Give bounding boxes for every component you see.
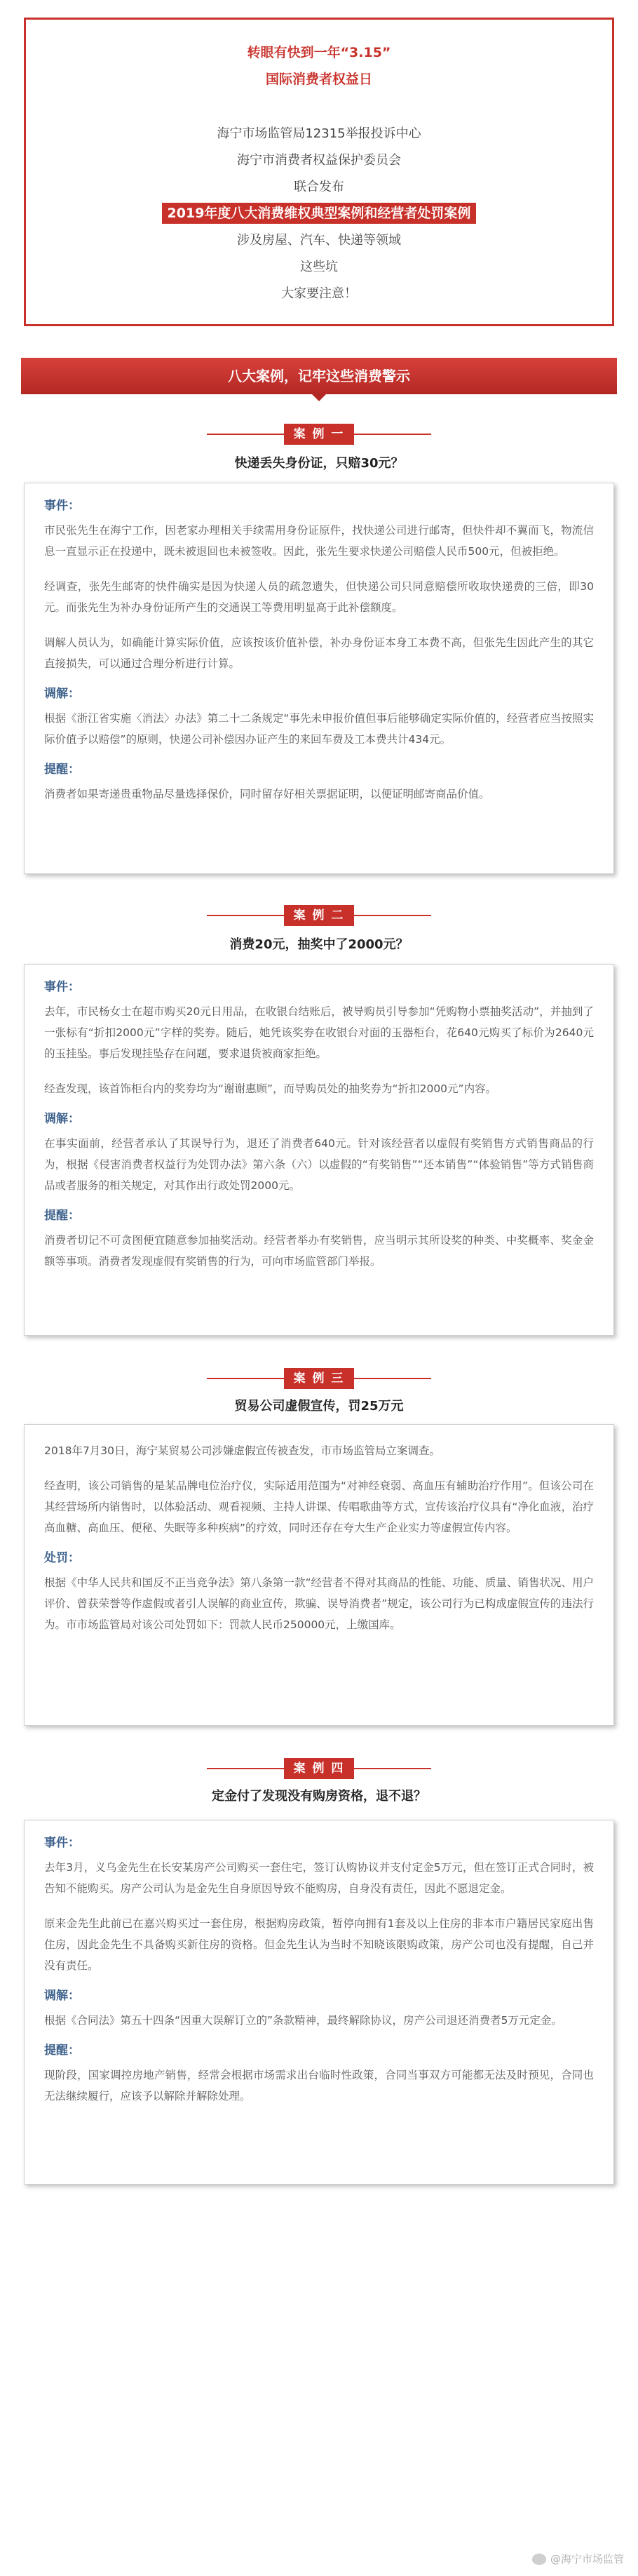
case-2-label-mediation: 调解： — [44, 1112, 80, 1126]
case-4-label-mediation: 调解： — [44, 1989, 80, 2003]
intro-headline-1: 转眼有快到一年“3.15” — [247, 45, 391, 60]
case-1-event-para-1: 市民张先生在海宁工作，因老家办理相关手续需用身份证原件，找快递公司进行邮寄，但快件却不翼而飞，物流信息一直显示正在投递中，既未被退回也未被签收。因此，张先生要求快递公司赔偿人民币500元，但被拒绝。 — [44, 524, 594, 558]
case-2-event-para-1: 去年，市民杨女士在超市购买20元日用品，在收银台结账后，被导购员引导参加“凭购物小票抽奖活动”，并抽到了一张标有“折扣2000元”字样的奖券。随后，她凭该奖券在收银台对面的玉器柜台，花640元购买了标价为2640元的玉挂坠。事后发现挂坠存在问题，要求退货被商家拒绝。 — [44, 1005, 594, 1060]
case-2-tag: 案 例 二 — [284, 905, 354, 926]
case-1-event-para-3: 调解人员认为，如确能计算实际价值，应该按该价值补偿，补办身份证本身工本费不高，但张先生因此产生的其它直接损失，可以通过合理分析进行计算。 — [44, 636, 594, 670]
watermark-text: @海宁市场监管 — [550, 2553, 624, 2565]
case-3-intro-para-2: 经查明，该公司销售的是某品牌电位治疗仪，实际适用范围为“对神经衰弱、高血压有辅助治疗作用”。但该公司在其经营场所内销售时，以体验活动、观看视频、主持人讲课、传唱歌曲等方式，宣传该治疗仪具有“净化血液，治疗高血糖、高血压、便秘、失眠等多种疾病”的疗效，同时还存在夸大生产企业实力等虚假宣传内容。 — [44, 1480, 594, 1534]
case-2-box — [24, 964, 614, 1336]
weibo-logo-icon — [532, 2554, 546, 2565]
case-2-label-reminder: 提醒： — [44, 1209, 80, 1223]
intro-highlight: 2019年度八大消费维权典型案例和经营者处罚案例 — [162, 203, 477, 224]
case-3-title: 贸易公司虚假宣传，罚25万元 — [234, 1399, 404, 1414]
case-4-box — [24, 1820, 614, 2185]
case-1-mediation-para: 根据《浙江省实施〈消法〉办法》第二十二条规定“事先未申报价值但事后能够确定实际价值的，经营者应当按照实际价值予以赔偿”的原则，快递公司补偿因办证产生的来回车费及工本费共计434元。 — [44, 712, 594, 746]
intro-publisher-1: 海宁市场监管局12315举报投诉中心 — [217, 126, 421, 141]
section-banner — [21, 358, 617, 394]
case-1-event-para-2: 经调查，张先生邮寄的快件确实是因为快递人员的疏忽遗失，但快递公司只同意赔偿所收取快递费的三倍，即30元。而张先生为补办身份证所产生的交通误工等费用明显高于此补偿额度。 — [44, 580, 594, 614]
intro-publisher-2: 海宁市消费者权益保护委员会 — [237, 153, 401, 168]
intro-trailer-3: 大家要注意！ — [281, 286, 357, 301]
case-3-penalty-para: 根据《中华人民共和国反不正当竞争法》第八条第一款“经营者不得对其商品的性能、功能、质量、销售状况、用户评价、曾获荣誉等作虚假或者引人误解的商业宣传，欺骗、误导消费者”规定，该公司行为已构成虚假宣传的违法行为。市市场监管局对该公司处罚如下：罚款人民币250000元，上缴国库。 — [44, 1576, 594, 1631]
case-3-intro-para-1: 2018年7月30日，海宁某贸易公司涉嫌虚假宣传被查发，市市场监管局立案调查。 — [44, 1444, 441, 1457]
case-4-label-reminder: 提醒： — [44, 2044, 80, 2058]
case-2-title: 消费20元，抽奖中了2000元？ — [229, 937, 409, 952]
case-4-title: 定金付了发现没有购房资格，退不退？ — [212, 1789, 426, 1804]
case-4-tag: 案 例 四 — [284, 1758, 354, 1779]
intro-headline-2: 国际消费者权益日 — [265, 72, 372, 87]
intro-trailer-1: 涉及房屋、汽车、快递等领域 — [237, 233, 401, 248]
case-4-event-para-2: 原来金先生此前已在嘉兴购买过一套住房，根据购房政策，暂停向拥有1套及以上住房的非本市户籍居民家庭出售住房，因此金先生不具备购买新住房的资格。但金先生认为当时不知晓该限购政策，房产公司也没有提醒，自己并没有责任。 — [44, 1917, 594, 1972]
case-4-mediation-para: 根据《合同法》第五十四条“因重大误解订立的”条款精神，最终解除协议，房产公司退还消费者5万元定金。 — [44, 2014, 562, 2027]
intro-trailer-2: 这些坑 — [300, 260, 338, 274]
case-3-tag: 案 例 三 — [284, 1368, 354, 1389]
case-1-box — [24, 483, 614, 874]
banner-title: 八大案例，记牢这些消费警示 — [228, 368, 410, 384]
case-1-label-mediation: 调解： — [44, 687, 80, 701]
case-2-label-event: 事件： — [44, 980, 80, 994]
case-3-label-penalty: 处罚： — [44, 1551, 80, 1565]
case-1-title: 快递丢失身份证，只赔30元？ — [234, 456, 404, 471]
intro-box — [24, 18, 614, 326]
case-1-label-reminder: 提醒： — [44, 763, 80, 777]
banner-notch — [312, 394, 326, 401]
case-2-reminder-para: 消费者切记不可贪图便宜随意参加抽奖活动。经营者举办有奖销售，应当明示其所设奖的种类、中奖概率、奖金金额等事项。消费者发现虚假有奖销售的行为，可向市场监管部门举报。 — [44, 1234, 594, 1268]
intro-publisher-3: 联合发布 — [294, 180, 344, 194]
case-2-event-para-2: 经查发现，该首饰柜台内的奖券均为“谢谢惠顾”，而导购员处的抽奖券为“折扣2000元”内容。 — [44, 1082, 497, 1095]
case-1-reminder-para: 消费者如果寄递贵重物品尽量选择保价，同时留存好相关票据证明，以便证明邮寄商品价值。 — [44, 788, 490, 800]
case-1-label-event: 事件： — [44, 499, 80, 513]
watermark — [532, 2551, 624, 2566]
case-1-tag: 案 例 一 — [284, 424, 354, 445]
case-4-label-event: 事件： — [44, 1836, 80, 1850]
case-4-reminder-para: 现阶段，国家调控房地产销售，经常会根据市场需求出台临时性政策，合同当事双方可能都无法及时预见，合同也无法继续履行，应该予以解除并解除处理。 — [44, 2069, 594, 2102]
case-2-mediation-para: 在事实面前，经营者承认了其误导行为，退还了消费者640元。针对该经营者以虚假有奖销售方式销售商品的行为，根据《侵害消费者权益行为处罚办法》第六条（六）以虚假的“有奖销售”“还本销售”“体验销售”等方式销售商品或者服务的相关规定，对其作出行政处罚2000元。 — [44, 1137, 594, 1192]
case-3-box — [24, 1424, 614, 1726]
case-4-event-para-1: 去年3月，义乌金先生在长安某房产公司购买一套住宅，签订认购协议并支付定金5万元，但在签订正式合同时，被告知不能购买。房产公司认为是金先生自身原因导致不能购房，自身没有责任，因此不愿退定金。 — [44, 1861, 594, 1895]
